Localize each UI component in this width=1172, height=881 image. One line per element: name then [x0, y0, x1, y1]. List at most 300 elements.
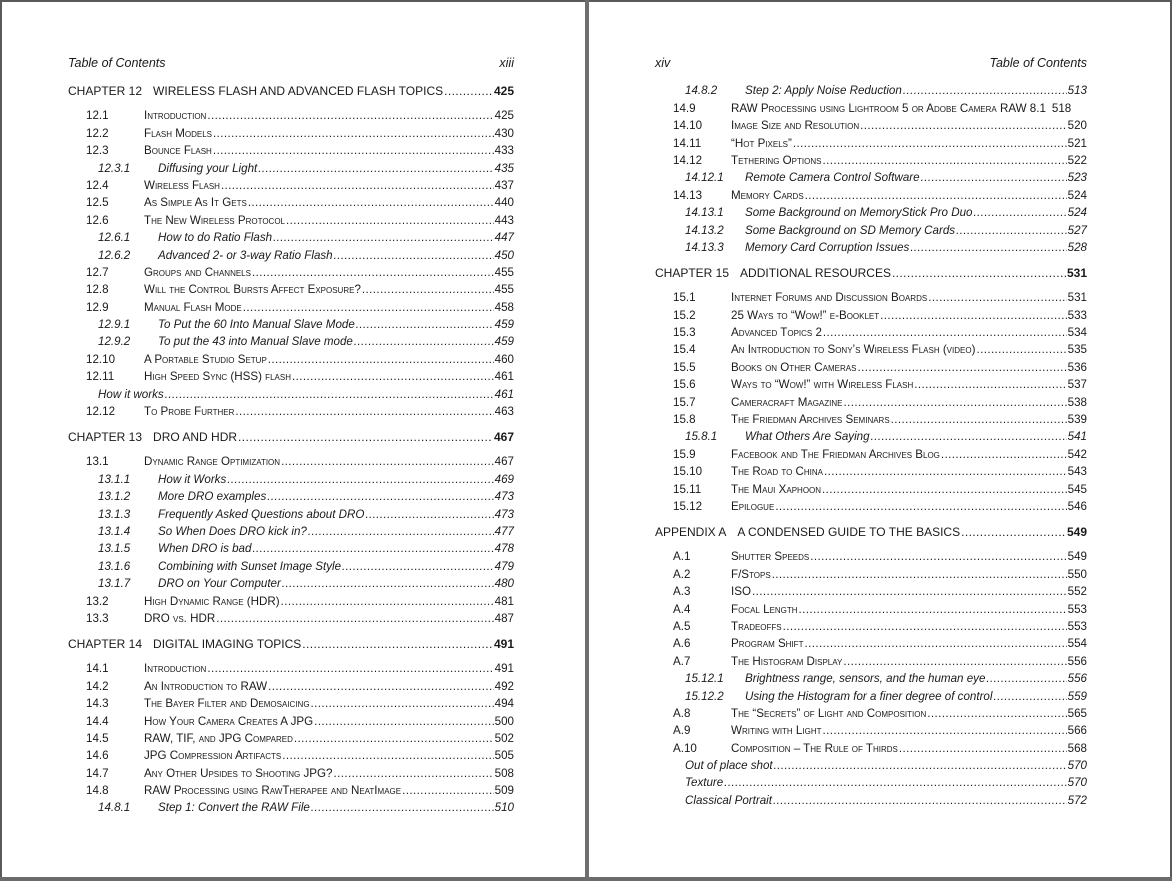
- toc-entry-page: 559: [1067, 689, 1087, 703]
- toc-entry[interactable]: [655, 634, 1087, 651]
- dot-leader: [213, 144, 494, 158]
- toc-entry-title: Classical Portrait: [685, 793, 772, 807]
- toc-entry-title: Tethering Options: [731, 153, 822, 167]
- toc-entry-title: DIGITAL IMAGING TOPICS: [153, 636, 302, 651]
- toc-entry-title: The “Secrets” of Light and Composition: [731, 706, 927, 720]
- toc-entry-title: RAW Processing using RawTherapee and NeatImage: [144, 784, 402, 798]
- toc-entry-title: More DRO examples: [158, 490, 267, 504]
- toc-entry-number: 14.10: [673, 119, 703, 133]
- toc-entry-number: 14.5: [86, 731, 109, 745]
- toc-entry[interactable]: [68, 263, 514, 280]
- toc-entry[interactable]: [655, 479, 1087, 496]
- toc-entry-title: How it works: [98, 387, 164, 401]
- toc-entry-page: 455: [494, 265, 514, 279]
- toc-entry[interactable]: [655, 686, 1087, 703]
- dot-leader: [860, 119, 1067, 133]
- toc-entry[interactable]: [655, 651, 1087, 668]
- toc-entry-page: 553: [1067, 619, 1087, 633]
- toc-entry-number: 15.1: [673, 291, 696, 305]
- toc-entry-title: Some Background on SD Memory Cards: [745, 223, 956, 237]
- toc-entry-page: 541: [1067, 430, 1087, 444]
- toc-entry[interactable]: [655, 185, 1087, 202]
- toc-entry[interactable]: [655, 497, 1087, 514]
- toc-entry-number: 14.11: [673, 136, 702, 150]
- toc-entry[interactable]: [68, 504, 514, 521]
- toc-entry-title: Any Other Upsides to Shooting JPG?: [144, 766, 333, 780]
- toc-entry-page: 461: [494, 387, 514, 401]
- toc-entry-page: 531: [1066, 265, 1087, 280]
- right-page: [655, 0, 1087, 877]
- toc-entry-number: 12.5: [86, 196, 109, 210]
- toc-entry-number: A.4: [673, 602, 691, 616]
- toc-entry-page: 510: [494, 801, 514, 815]
- toc-entry-page: 430: [494, 126, 514, 140]
- dot-leader: [286, 214, 494, 228]
- toc-entry-title: Internet Forums and Discussion Boards: [731, 291, 928, 305]
- dot-leader: [362, 283, 494, 297]
- toc-entry-number: 14.8.2: [685, 84, 718, 98]
- toc-entry-number: 12.9: [86, 300, 109, 314]
- dot-leader: [752, 585, 1067, 599]
- toc-entry[interactable]: [655, 427, 1087, 444]
- toc-entry-page: 534: [1067, 326, 1087, 340]
- toc-entry-number: 14.6: [86, 749, 109, 763]
- dot-leader: [267, 490, 493, 504]
- dot-leader: [823, 326, 1067, 340]
- toc-entry-number: CHAPTER 12: [68, 84, 143, 98]
- page-gutter-divider: [585, 0, 589, 881]
- toc-entry-number: 13.3: [86, 611, 109, 625]
- toc-entry-number: 14.8.1: [98, 801, 131, 815]
- toc-entry[interactable]: [68, 384, 514, 401]
- toc-entry-page: 437: [494, 178, 514, 192]
- dot-leader: [823, 724, 1067, 738]
- toc-entry[interactable]: [655, 81, 1087, 98]
- toc-entry-title: WIRELESS FLASH AND ADVANCED FLASH TOPICS: [153, 84, 444, 98]
- toc-entry-title: Frequently Asked Questions about DRO: [158, 507, 365, 521]
- toc-entry-title: To put the 43 into Manual Slave mode: [158, 335, 353, 349]
- toc-entry-number: 14.9: [673, 101, 696, 115]
- toc-entry-number: CHAPTER 14: [68, 636, 143, 651]
- toc-entry-number: 15.2: [673, 308, 696, 322]
- dot-leader: [783, 620, 1067, 634]
- toc-entry[interactable]: [68, 210, 514, 227]
- toc-entry-number: 13.1.5: [98, 542, 131, 556]
- toc-entry-page: 545: [1067, 482, 1087, 496]
- toc-entry-page: 491: [494, 662, 514, 676]
- toc-entry[interactable]: [655, 151, 1087, 168]
- toc-entry-title: Advanced Topics 2: [731, 326, 822, 340]
- toc-entry-page: 565: [1067, 706, 1087, 720]
- toc-entry[interactable]: [655, 669, 1087, 686]
- toc-entry[interactable]: [68, 297, 514, 314]
- toc-entry-page: 473: [494, 490, 514, 504]
- toc-entry[interactable]: [68, 245, 514, 262]
- toc-entry-title: DRO AND HDR: [153, 430, 238, 445]
- dot-leader: [273, 231, 494, 245]
- toc-entry[interactable]: [68, 574, 514, 591]
- toc-entry-page: 568: [1067, 741, 1087, 755]
- toc-entry-page: 443: [494, 213, 514, 227]
- toc-entry-title: ISO: [731, 585, 751, 599]
- toc-entry-title: Step 2: Apply Noise Reduction: [745, 84, 902, 98]
- dot-leader: [235, 405, 493, 419]
- toc-entry[interactable]: [68, 522, 514, 539]
- toc-entry-number: 15.10: [673, 465, 703, 479]
- toc-entry-title: Memory Cards: [731, 188, 804, 202]
- toc-entry-page: 531: [1067, 291, 1087, 305]
- toc-entry-page: 556: [1067, 654, 1087, 668]
- toc-entry-title: High Dynamic Range (HDR): [144, 594, 280, 608]
- toc-entry[interactable]: [68, 746, 514, 763]
- toc-entry-title: Bounce Flash: [144, 144, 212, 158]
- toc-entry-page: 549: [1066, 524, 1087, 539]
- dot-leader: [207, 109, 493, 123]
- dot-leader: [213, 127, 494, 141]
- toc-entry-title: How Your Camera Creates A JPG: [144, 714, 314, 728]
- dot-leader: [793, 137, 1067, 151]
- dot-leader: [773, 794, 1067, 808]
- toc-chapter-entry[interactable]: [68, 81, 514, 98]
- toc-entry[interactable]: [68, 315, 514, 332]
- toc-entry-title: Combining with Sunset Image Style: [158, 559, 342, 573]
- toc-entry-title: Texture: [685, 776, 724, 790]
- toc-entry[interactable]: [68, 694, 514, 711]
- dot-leader: [810, 550, 1066, 564]
- toc-entry-title: The Friedman Archives Seminars: [731, 413, 890, 427]
- dot-leader: [221, 179, 494, 193]
- toc-entry-page: 494: [494, 697, 514, 711]
- toc-entry-title: To Put the 60 Into Manual Slave Mode: [158, 318, 355, 332]
- toc-entry[interactable]: [68, 487, 514, 504]
- toc-entry[interactable]: [655, 756, 1087, 773]
- toc-entry-page: 480: [494, 577, 514, 591]
- toc-entry-number: 14.12.1: [685, 171, 724, 185]
- toc-entry-page: 518: [1051, 101, 1072, 115]
- toc-entry[interactable]: [655, 220, 1087, 237]
- dot-leader: [268, 353, 494, 367]
- toc-entry-page: 546: [1067, 499, 1087, 513]
- toc-entry[interactable]: [655, 288, 1087, 305]
- toc-entry-number: 15.12.1: [685, 672, 724, 686]
- toc-entry[interactable]: [68, 332, 514, 349]
- toc-entry-number: 13.1.4: [98, 524, 131, 538]
- toc-entry-number: 14.13.2: [685, 223, 724, 237]
- toc-entry-title: Advanced 2- or 3-way Ratio Flash: [158, 248, 333, 262]
- toc-chapter-entry[interactable]: [68, 634, 514, 651]
- dot-leader: [402, 784, 494, 798]
- toc-entry-page: 502: [494, 731, 514, 745]
- toc-entry-page: 492: [494, 679, 514, 693]
- toc-entry-number: 15.5: [673, 360, 696, 374]
- toc-entry-title: Dynamic Range Optimization: [144, 455, 281, 469]
- dot-leader: [334, 249, 494, 263]
- toc-entry-number: 12.4: [86, 178, 109, 192]
- toc-entry[interactable]: [68, 781, 514, 798]
- toc-entry-title: Groups and Channels: [144, 265, 251, 279]
- toc-entry[interactable]: [68, 609, 514, 626]
- toc-entry-page: 500: [494, 714, 514, 728]
- toc-entry[interactable]: [68, 141, 514, 158]
- toc-entry[interactable]: [655, 617, 1087, 634]
- toc-entry-title: “Hot Pixels”: [731, 136, 792, 150]
- toc-entry[interactable]: [68, 280, 514, 297]
- toc-entry-number: A.9: [673, 724, 691, 738]
- toc-entry[interactable]: [655, 305, 1087, 322]
- toc-entry-page: 450: [494, 248, 514, 262]
- toc-entry[interactable]: [68, 676, 514, 693]
- dot-leader: [956, 224, 1067, 238]
- right-page-header: [655, 56, 1087, 72]
- toc-entry-number: A.7: [673, 654, 691, 668]
- toc-entry-number: 15.11: [673, 482, 702, 496]
- toc-entry-page: 570: [1067, 776, 1087, 790]
- toc-chapter-entry[interactable]: [655, 522, 1087, 539]
- toc-entry[interactable]: [655, 462, 1087, 479]
- toc-entry[interactable]: [68, 349, 514, 366]
- toc-entry[interactable]: [655, 238, 1087, 255]
- toc-entry-title: Some Background on MemoryStick Pro Duo: [745, 206, 973, 220]
- toc-entry[interactable]: [68, 193, 514, 210]
- toc-entry-page: 535: [1067, 343, 1087, 357]
- toc-entry-number: 14.7: [86, 766, 109, 780]
- toc-entry[interactable]: [68, 176, 514, 193]
- dot-leader: [281, 455, 494, 469]
- toc-entry-title: Diffusing your Light: [158, 161, 258, 175]
- dot-leader: [927, 707, 1066, 721]
- toc-entry[interactable]: [655, 444, 1087, 461]
- dot-leader: [857, 361, 1066, 375]
- toc-entry-page: 572: [1067, 793, 1087, 807]
- toc-entry[interactable]: [655, 133, 1087, 150]
- toc-entry[interactable]: [68, 106, 514, 123]
- toc-entry-page: 460: [494, 352, 514, 366]
- dot-leader: [314, 715, 493, 729]
- toc-entry[interactable]: [655, 116, 1087, 133]
- toc-entry[interactable]: [68, 556, 514, 573]
- toc-entry[interactable]: [655, 410, 1087, 427]
- toc-entry-title: Step 1: Convert the RAW File: [158, 801, 310, 815]
- dot-leader: [252, 542, 493, 556]
- toc-entries-right: [655, 81, 1087, 808]
- dot-leader: [342, 560, 494, 574]
- toc-entry[interactable]: [68, 228, 514, 245]
- toc-entry-title: Out of place shot: [685, 759, 773, 773]
- toc-entry-title: What Others Are Saying: [745, 430, 870, 444]
- toc-entry-title: F/Stops: [731, 567, 771, 581]
- toc-entry-title: An Introduction to RAW: [144, 679, 268, 693]
- toc-entry-page: 435: [494, 161, 514, 175]
- toc-entry-title: 25 Ways to “Wow!” e-Booklet: [731, 308, 880, 322]
- toc-entry-title: A Portable Studio Setup: [144, 352, 267, 366]
- dot-leader: [891, 413, 1067, 427]
- toc-entry-number: 14.8: [86, 784, 109, 798]
- dot-leader: [993, 690, 1066, 704]
- toc-entry-number: 12.10: [86, 352, 116, 366]
- dot-leader: [774, 759, 1067, 773]
- toc-entry-page: 463: [494, 405, 514, 419]
- toc-entry[interactable]: [655, 599, 1087, 616]
- dot-leader: [365, 508, 493, 522]
- toc-entry[interactable]: [68, 469, 514, 486]
- toc-entry-number: 13.1.6: [98, 559, 131, 573]
- dot-leader: [892, 266, 1066, 280]
- left-page: [68, 0, 514, 877]
- toc-entry-title: DRO on Your Computer: [158, 577, 281, 591]
- toc-entry[interactable]: [655, 168, 1087, 185]
- toc-entry-number: 12.9.1: [98, 318, 131, 332]
- toc-entry[interactable]: [68, 402, 514, 419]
- toc-entry-number: A.1: [673, 550, 691, 564]
- toc-entry[interactable]: [68, 591, 514, 608]
- toc-entry-page: 447: [494, 231, 514, 245]
- toc-entry-page: 528: [1067, 240, 1087, 254]
- dot-leader: [334, 767, 494, 781]
- toc-entry[interactable]: [68, 711, 514, 728]
- dot-leader: [207, 662, 493, 676]
- toc-entry[interactable]: [68, 367, 514, 384]
- toc-entry-title: How it Works: [158, 472, 227, 486]
- toc-entry-number: 13.1.3: [98, 507, 131, 521]
- toc-entry-number: 15.12.2: [685, 689, 724, 703]
- toc-entry-title: Cameracraft Magazine: [731, 395, 843, 409]
- toc-entry[interactable]: [655, 790, 1087, 807]
- toc-entry[interactable]: [655, 704, 1087, 721]
- dot-leader: [311, 697, 494, 711]
- dot-leader: [227, 473, 493, 487]
- toc-chapter-entry[interactable]: [68, 427, 514, 444]
- toc-entry-title: The Road to China: [731, 465, 824, 479]
- toc-entry-page: 467: [494, 455, 514, 469]
- dot-leader: [252, 266, 494, 280]
- toc-entry[interactable]: [655, 547, 1087, 564]
- toc-entry-number: 12.11: [86, 370, 115, 384]
- toc-entry-page: 425: [494, 109, 514, 123]
- toc-entry-number: A.5: [673, 619, 691, 633]
- toc-entry-title: A CONDENSED GUIDE TO THE BASICS: [737, 524, 961, 539]
- toc-entry-number: 15.8: [673, 413, 696, 427]
- toc-entry-page: 478: [494, 542, 514, 556]
- toc-entry[interactable]: [68, 798, 514, 815]
- dot-leader: [871, 430, 1067, 444]
- toc-entry-title: How to do Ratio Flash: [158, 231, 273, 245]
- toc-entry-number: A.8: [673, 706, 691, 720]
- toc-entry-title: When DRO is bad: [158, 542, 252, 556]
- toc-entry-title: An Introduction to Sony’s Wireless Flash (video): [731, 343, 976, 357]
- toc-entry-title: The Bayer Filter and Demosaicing: [144, 697, 310, 711]
- dot-leader: [914, 378, 1066, 392]
- dot-leader: [243, 301, 494, 315]
- running-head-title: Table of Contents: [989, 56, 1087, 70]
- toc-entry[interactable]: [655, 738, 1087, 755]
- page-number: xiii: [499, 56, 514, 70]
- toc-entry-number: 15.7: [673, 395, 696, 409]
- toc-entry[interactable]: [68, 729, 514, 746]
- toc-entry-title: Brightness range, sensors, and the human eye: [745, 672, 986, 686]
- toc-entry[interactable]: [68, 158, 514, 175]
- dot-leader: [302, 637, 493, 651]
- dot-leader: [248, 196, 494, 210]
- toc-entry-title: Introduction: [144, 662, 207, 676]
- dot-leader: [804, 637, 1066, 651]
- dot-leader: [986, 672, 1066, 686]
- toc-entry[interactable]: [68, 452, 514, 469]
- toc-entry[interactable]: [68, 763, 514, 780]
- toc-entry-number: 15.6: [673, 378, 696, 392]
- toc-entry-number: 15.8.1: [685, 430, 718, 444]
- dot-leader: [282, 749, 493, 763]
- toc-entry-number: 13.1: [86, 455, 109, 469]
- toc-entry-number: 12.6.2: [98, 248, 131, 262]
- dot-leader: [772, 568, 1067, 582]
- dot-leader: [973, 206, 1066, 220]
- toc-entry-title: Shutter Speeds: [731, 550, 810, 564]
- toc-entry[interactable]: [655, 582, 1087, 599]
- dot-leader: [822, 483, 1067, 497]
- toc-entry-number: 14.13.1: [685, 206, 724, 220]
- toc-entry[interactable]: [655, 375, 1087, 392]
- dot-leader: [354, 335, 494, 349]
- toc-entry-page: 542: [1067, 447, 1087, 461]
- toc-entry-title: Will the Control Bursts Affect Exposure?: [144, 283, 361, 297]
- toc-entry-title: Facebook and The Friedman Archives Blog: [731, 447, 940, 461]
- toc-entry-number: 14.1: [86, 662, 109, 676]
- toc-entry[interactable]: [655, 564, 1087, 581]
- toc-entry[interactable]: [655, 323, 1087, 340]
- toc-entry-page: 524: [1067, 206, 1087, 220]
- toc-entry-page: 553: [1067, 602, 1087, 616]
- dot-leader: [258, 162, 493, 176]
- toc-entry[interactable]: [655, 721, 1087, 738]
- toc-entry-number: 12.6.1: [98, 231, 131, 245]
- dot-leader: [281, 595, 494, 609]
- toc-entry-title: Writing with Light: [731, 724, 822, 738]
- toc-entry[interactable]: [655, 773, 1087, 790]
- toc-entry[interactable]: [68, 123, 514, 140]
- toc-entry-page: 539: [1067, 413, 1087, 427]
- toc-entry-page: 487: [494, 611, 514, 625]
- toc-entry[interactable]: [68, 539, 514, 556]
- toc-entry-number: CHAPTER 15: [655, 265, 730, 280]
- toc-entry-page: 550: [1067, 567, 1087, 581]
- toc-entry-number: 12.3.1: [98, 161, 131, 175]
- toc-entry[interactable]: [655, 392, 1087, 409]
- toc-entry[interactable]: [655, 357, 1087, 374]
- toc-entry[interactable]: [655, 203, 1087, 220]
- toc-entries-left: [68, 81, 514, 815]
- toc-entry-number: 15.3: [673, 326, 696, 340]
- toc-entry-number: 15.12: [673, 499, 703, 513]
- toc-entry-number: A.2: [673, 567, 691, 581]
- toc-entry-number: 14.13.3: [685, 240, 724, 254]
- toc-entry-number: CHAPTER 13: [68, 430, 143, 445]
- toc-entry[interactable]: [655, 98, 1087, 115]
- toc-entry[interactable]: [655, 340, 1087, 357]
- toc-entry-title: The Maui Xaphoon: [731, 482, 822, 496]
- toc-entry-number: 14.3: [86, 697, 109, 711]
- dot-leader: [799, 603, 1067, 617]
- toc-entry-page: 549: [1067, 550, 1087, 564]
- left-page-header: [68, 56, 514, 72]
- toc-entry[interactable]: [68, 659, 514, 676]
- toc-chapter-entry[interactable]: [655, 263, 1087, 280]
- toc-entry-title: To Probe Further: [144, 405, 235, 419]
- toc-entry-page: 543: [1067, 465, 1087, 479]
- dot-leader: [928, 291, 1066, 305]
- toc-entry-page: 556: [1067, 672, 1087, 686]
- toc-entry-title: JPG Compression Artifacts: [144, 749, 282, 763]
- dot-leader: [822, 154, 1066, 168]
